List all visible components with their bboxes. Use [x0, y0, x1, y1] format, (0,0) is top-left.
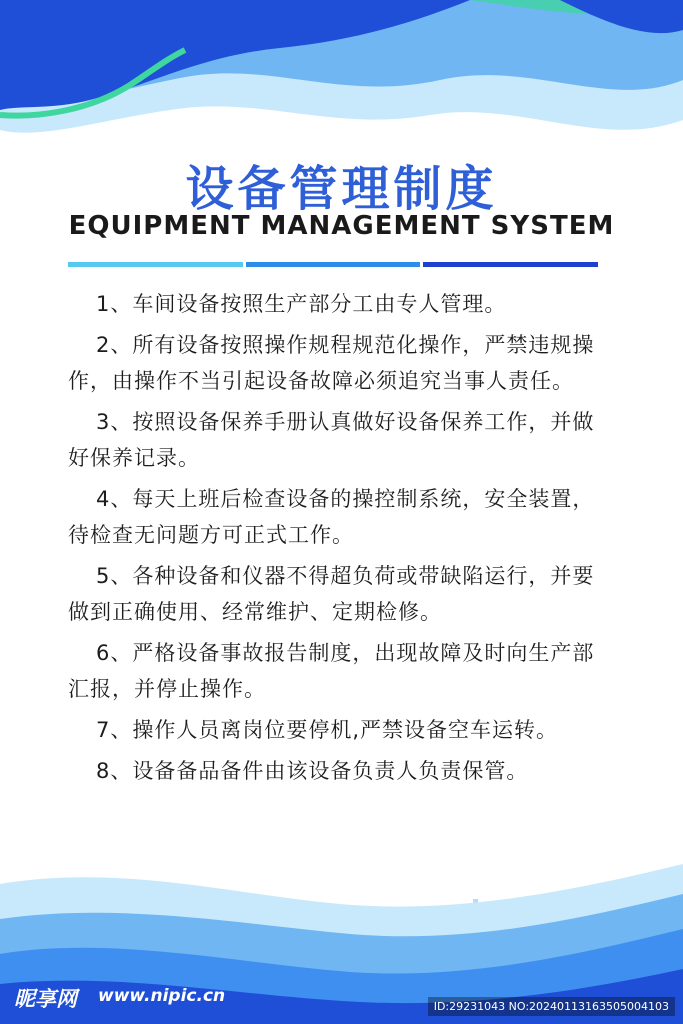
top-wave-decoration: [0, 0, 683, 150]
rule-item: 3、按照设备保养手册认真做好设备保养工作，并做好保养记录。: [68, 410, 595, 470]
rule-item: 8、设备备品备件由该设备负责人负责保管。: [96, 759, 529, 783]
rule-item: 1、车间设备按照生产部分工由专人管理。: [96, 292, 507, 316]
watermark-url: www.nipic.cn: [98, 986, 226, 1006]
watermark-logo: 昵享网: [14, 987, 77, 1011]
image-id-label: ID:29231043 NO:20240113163505004103: [428, 997, 675, 1016]
rules-list: [68, 286, 608, 794]
rule-item: 4、每天上班后检查设备的操控制系统，安全装置，待检查无问题方可正式工作。: [68, 487, 595, 547]
title-divider: [68, 262, 598, 267]
rule-item: 5、各种设备和仪器不得超负荷或带缺陷运行，并要做到正确使用、经常维护、定期检修。: [68, 564, 595, 624]
rule-item: 6、严格设备事故报告制度，出现故障及时向生产部汇报，并停止操作。: [68, 641, 595, 701]
page-title: 设备管理制度: [185, 161, 498, 217]
rule-item: 2、所有设备按照操作规程规范化操作，严禁违规操作，由操作不当引起设备故障必须追究当事人责任。: [68, 333, 595, 393]
page-subtitle: EQUIPMENT MANAGEMENT SYSTEM: [68, 211, 615, 241]
rule-item: 7、操作人员离岗位要停机,严禁设备空车运转。: [96, 718, 559, 742]
